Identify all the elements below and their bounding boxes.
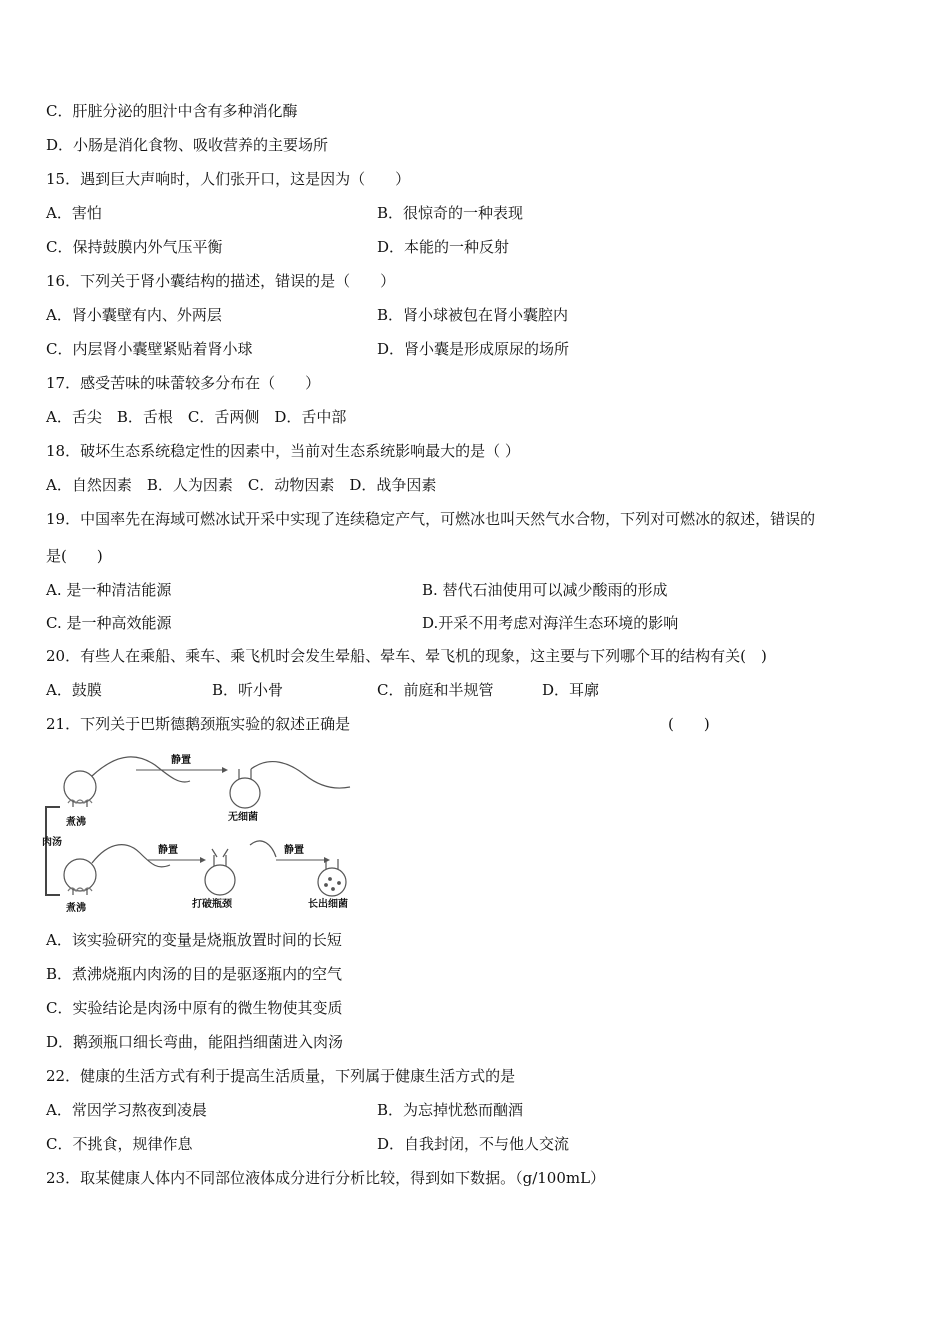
label-jingzhi-2: 静置 [158,845,178,856]
q14-option-c: C．肝脏分泌的胆汁中含有多种消化酶 [46,102,298,120]
q22-option-d: D．自我封闭，不与他人交流 [377,1135,570,1153]
q16-option-c: C．内层肾小囊壁紧贴着肾小球 [46,340,253,358]
label-jingzhi-1: 静置 [171,755,191,766]
label-wuxijun: 无细菌 [228,812,258,823]
q21-option-d: D．鹅颈瓶口细长弯曲，能阻挡细菌进入肉汤 [46,1033,344,1051]
q19-option-b: B. 替代石油使用可以减少酸雨的形成 [422,581,668,599]
label-zhangchu: 长出细菌 [308,899,348,910]
q16-option-b: B．肾小球被包在肾小囊腔内 [377,306,569,324]
q21-option-c: C．实验结论是肉汤中原有的微生物使其变质 [46,999,343,1017]
q22-option-a: A．常因学习熬夜到凌晨 [46,1101,207,1119]
label-dapo: 打破瓶颈 [192,899,232,910]
label-zhufei-2: 煮沸 [66,903,86,914]
q20-option-a: A．鼓膜 [46,681,102,699]
q21-answer-paren: ( ) [668,715,710,733]
q20-stem: 20．有些人在乘船、乘车、乘飞机时会发生晕船、晕车、晕飞机的现象，这主要与下列哪个耳的结构有关( ) [46,647,767,665]
q19-stem-continued: 是( ) [46,547,103,565]
q20-option-d: D．耳廓 [542,681,600,699]
q20-option-b: B．听小骨 [212,681,284,699]
q23-stem: 23．取某健康人体内不同部位液体成分进行分析比较，得到如下数据。（g/100mL） [46,1169,606,1187]
q14-option-d: D．小肠是消化食物、吸收营养的主要场所 [46,136,329,154]
q16-stem: 16．下列关于肾小囊结构的描述，错误的是（ ） [46,272,396,290]
swan-neck-flask-diagram [40,745,360,917]
flask-bottom-bacteria [318,859,346,896]
q22-option-c: C．不挑食，规律作息 [46,1135,193,1153]
q19-option-a: A. 是一种清洁能源 [46,581,172,599]
q17-options: A．舌尖 B．舌根 C．舌两侧 D．舌中部 [46,408,347,426]
q19-option-c: C. 是一种高效能源 [46,614,172,632]
q19-stem: 19．中国率先在海域可燃冰试开采中实现了连续稳定产气，可燃冰也叫天然气水合物，下列对可燃冰的叙述，错误的 [46,510,816,528]
arrow-top [136,767,228,773]
flask-bottom-broken [205,841,276,895]
bracket [46,807,60,895]
q19-option-d: D.开采不用考虑对海洋生态环境的影响 [422,614,679,632]
label-jingzhi-3: 静置 [284,845,304,856]
flask-top-sterile [230,762,350,808]
q15-option-b: B．很惊奇的一种表现 [377,204,524,222]
q16-option-d: D．肾小囊是形成原尿的场所 [377,340,570,358]
q21-option-b: B．煮沸烧瓶内肉汤的目的是驱逐瓶内的空气 [46,965,343,983]
q15-option-d: D．本能的一种反射 [377,238,510,256]
q22-option-b: B．为忘掉忧愁而酗酒 [377,1101,524,1119]
arrow-bottom-2 [276,857,330,863]
q18-options: A．自然因素 B．人为因素 C．动物因素 D．战争因素 [46,476,437,494]
q22-stem: 22．健康的生活方式有利于提高生活质量，下列属于健康生活方式的是 [46,1067,516,1085]
arrow-bottom-1 [148,857,206,863]
q18-stem: 18．破坏生态系统稳定性的因素中，当前对生态系统影响最大的是（ ） [46,442,520,460]
q20-option-c: C．前庭和半规管 [377,681,494,699]
q21-option-a: A．该实验研究的变量是烧瓶放置时间的长短 [46,931,342,949]
label-routang: 肉汤 [42,837,62,848]
q15-option-c: C．保持鼓膜内外气压平衡 [46,238,223,256]
flask-bottom-boiling [64,845,170,895]
q15-stem: 15．遇到巨大声响时，人们张开口，这是因为（ ） [46,170,411,188]
q15-option-a: A．害怕 [46,204,102,222]
q17-stem: 17．感受苦味的味蕾较多分布在（ ） [46,374,321,392]
label-zhufei-1: 煮沸 [66,817,86,828]
q21-stem: 21．下列关于巴斯德鹅颈瓶实验的叙述正确是 [46,715,351,733]
q16-option-a: A．肾小囊壁有内、外两层 [46,306,222,324]
